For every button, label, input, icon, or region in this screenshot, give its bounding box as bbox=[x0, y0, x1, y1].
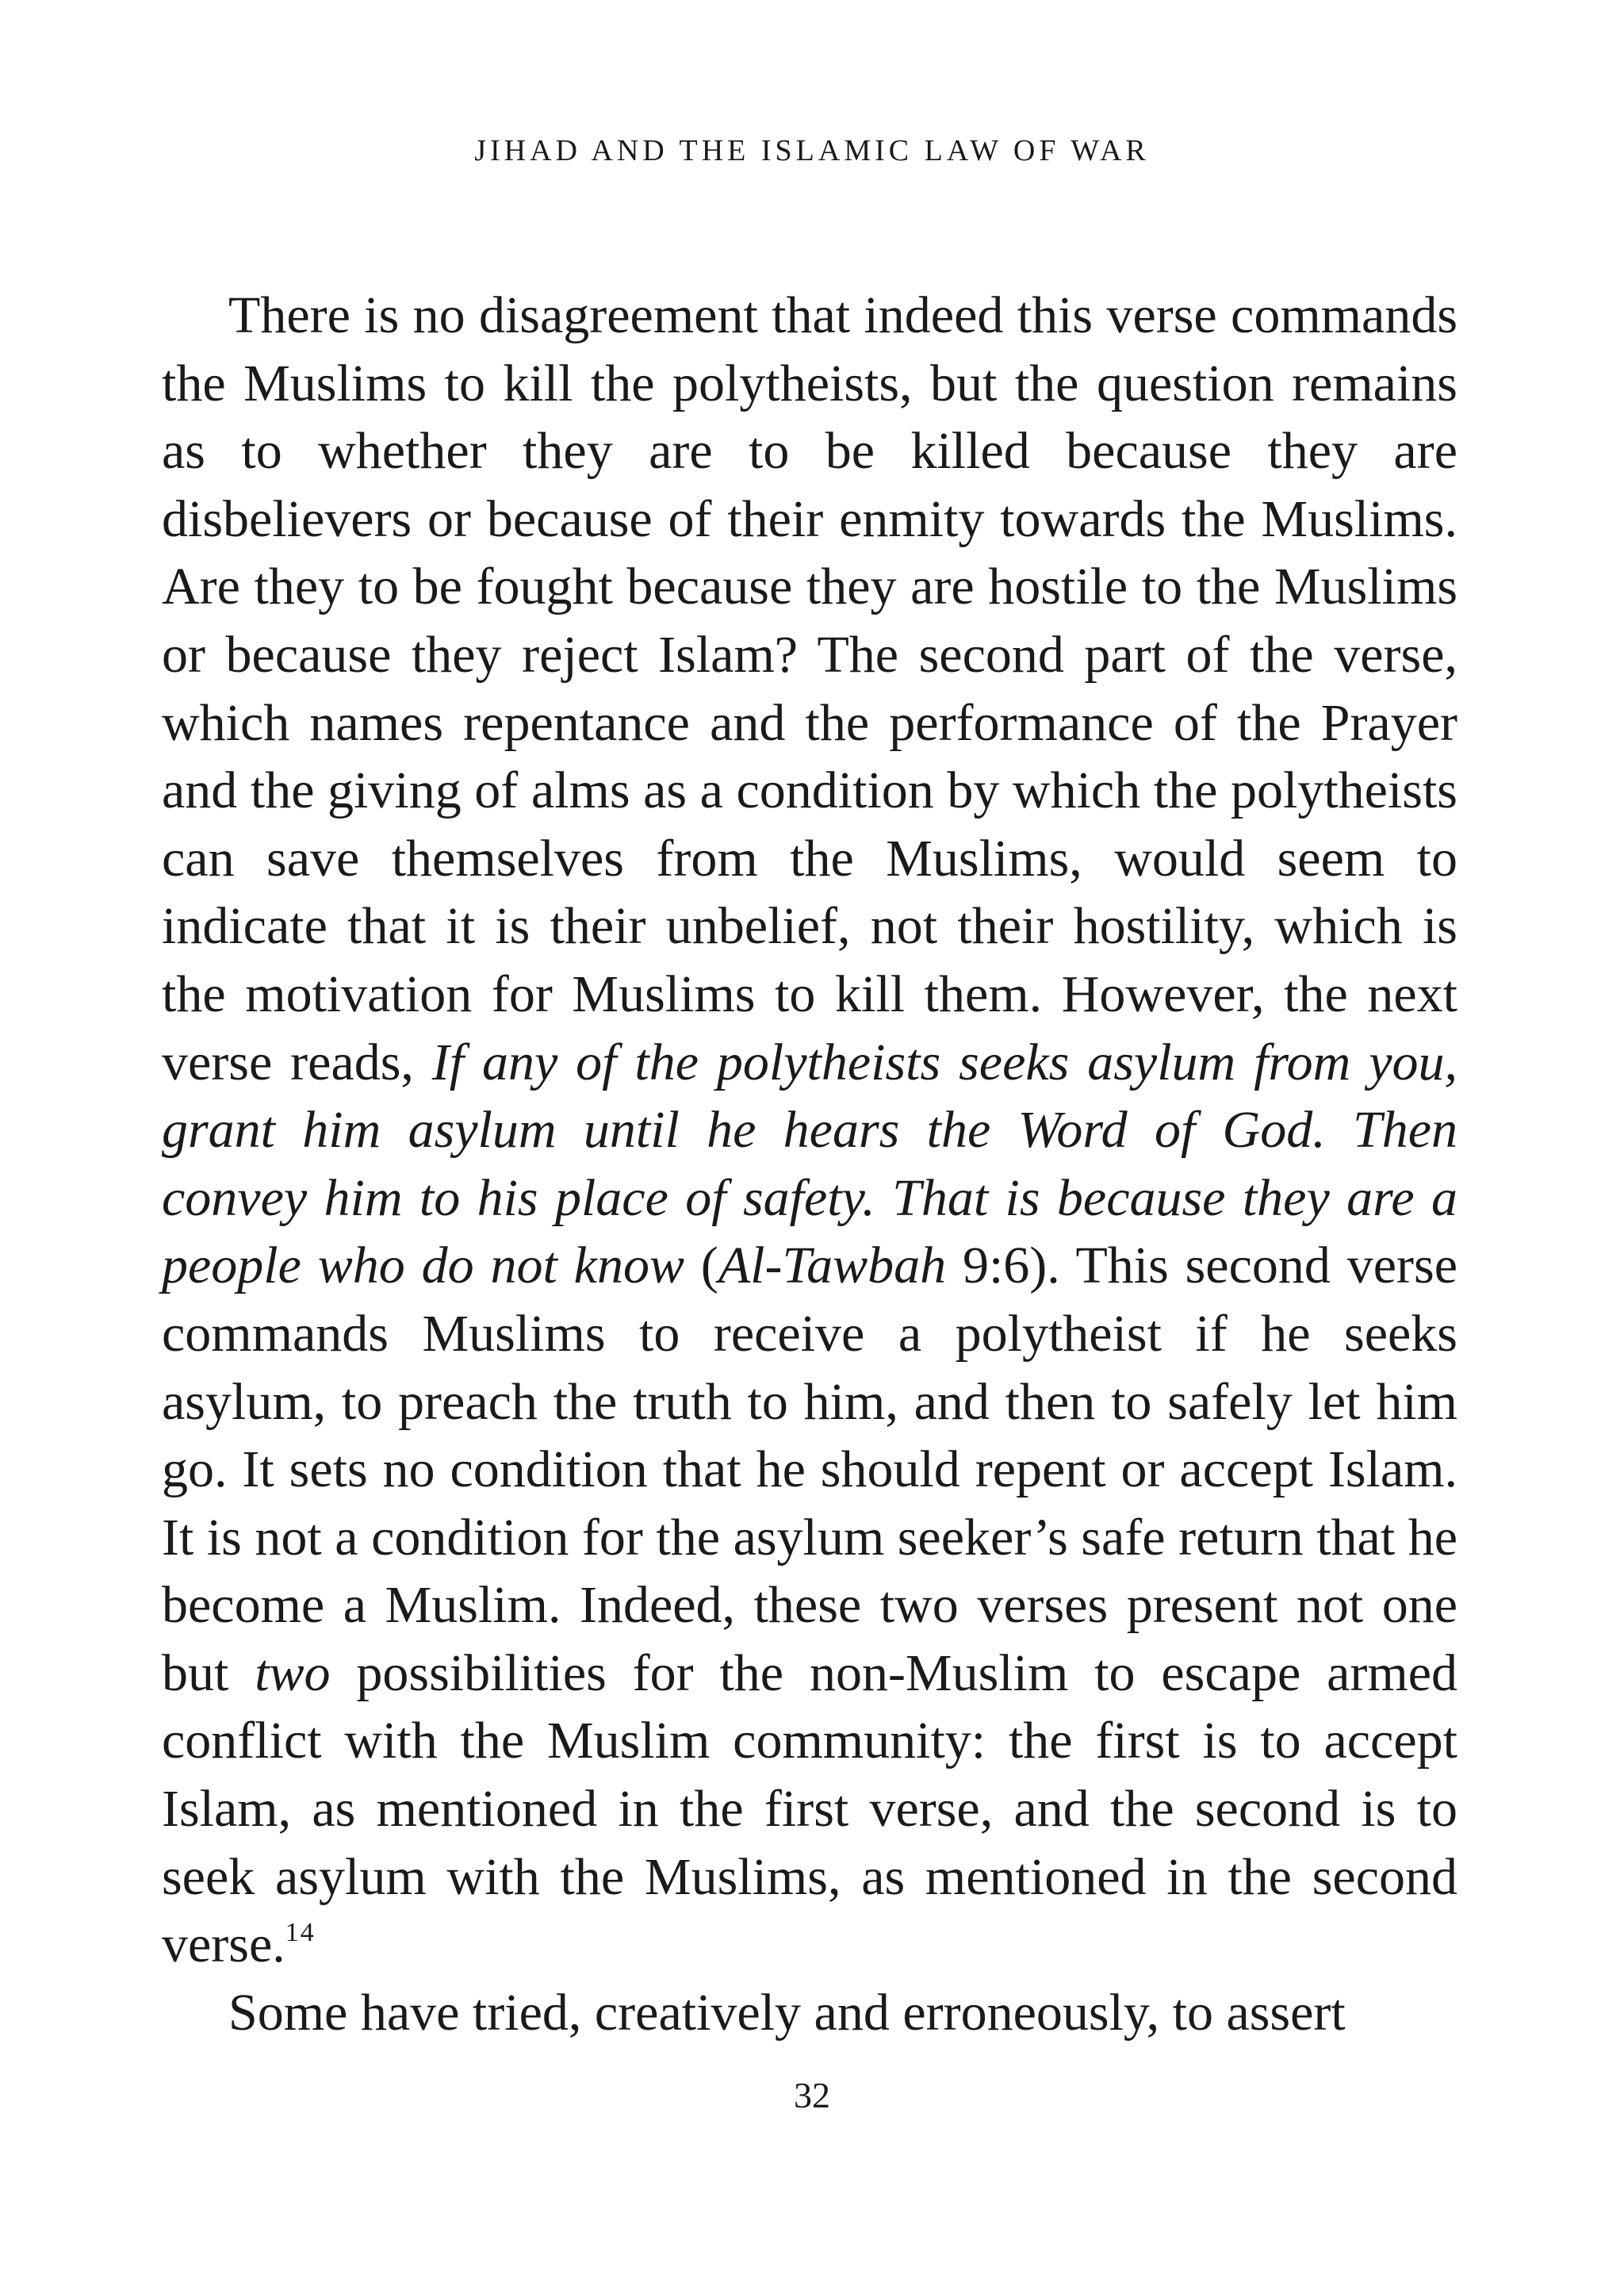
paragraph-1-text-d: possibilities for the non-Muslim to escape armed conflict with the Muslim community: the first is to accept Islam, as mentioned in the first verse, and the second is to seek asylum with the Muslims, as mentioned in the second verse. bbox=[162, 1643, 1457, 1974]
footnote-reference[interactable]: 14 bbox=[285, 1918, 316, 1948]
paragraph-1 bbox=[162, 282, 1457, 1979]
paragraph-1-text-a: There is no disagreement that indeed this verse commands the Muslims to kill the polytheists, but the question remains as to whether they are to be killed because they are disbelievers or because of their enmity towards the Muslims. Are they to be fought because they are hostile to the Muslims or because they reject Islam? The second part of the verse, which names repentance and the performance of the Prayer and the giving of alms as a condition by which the polytheists can save themselves from the Muslims, would seem to indicate that it is their unbelief, not their hostility, which is the motivation for Muslims to kill them. However, the next verse reads, bbox=[162, 286, 1457, 1091]
paragraph-2-text: Some have tried, creatively and erroneously, to assert bbox=[228, 1983, 1346, 2042]
paragraph-1-text-c: 9:6). This second verse commands Muslims to receive a polytheist if he seeks asylum, to preach the truth to him, and then to safely let him go. It sets no condition that he should repent or accept Islam. It is not a condition for the asylum seeker’s safe return that he become a Muslim. Indeed, these two verses present not one but bbox=[162, 1237, 1457, 1702]
paragraph-1-text-b: ( bbox=[684, 1237, 718, 1295]
running-head: JIHAD AND THE ISLAMIC LAW OF WAR bbox=[474, 134, 1150, 167]
emphasis-two: two bbox=[255, 1643, 331, 1702]
quran-quote: If any of the polytheists seeks asylum from you, grant him asylum until he hears the Word of God. Then convey him to his place of safety. That is because they are a people who do not know bbox=[162, 1033, 1457, 1295]
page-number: 32 bbox=[794, 2075, 830, 2115]
surah-name: Al-Tawbah bbox=[718, 1237, 947, 1295]
paragraph-2 bbox=[162, 1979, 1457, 2047]
body-text bbox=[162, 282, 1457, 2046]
